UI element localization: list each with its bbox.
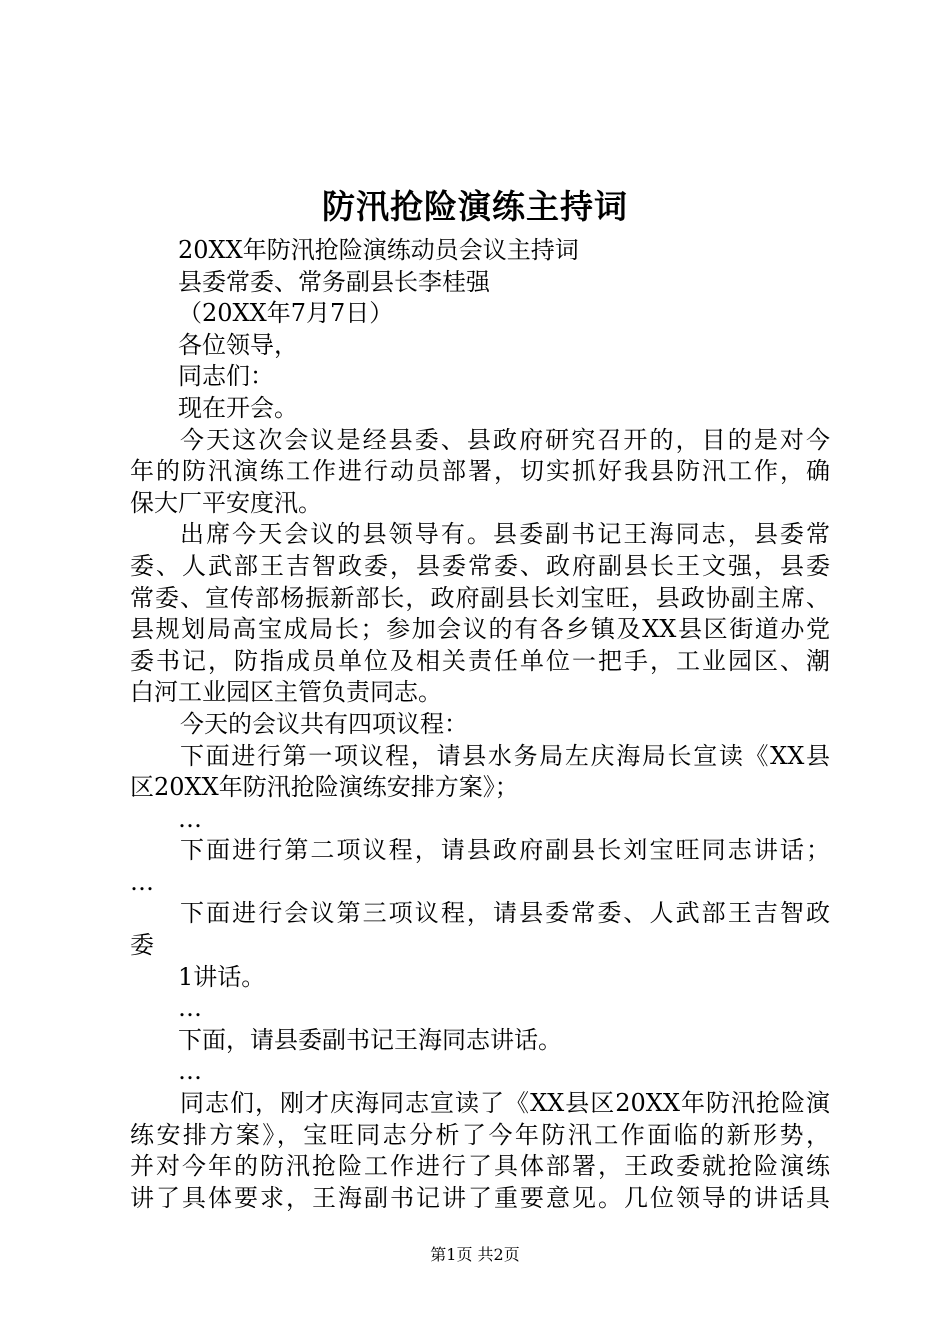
text-line: 下面进行第一项议程，请县水务局左庆海局长宣读《XX县 [180,741,830,770]
text-line: 下面进行会议第三项议程，请县委常委、人武部王吉智政 [180,899,830,928]
text-line: 县规划局高宝成局长；参加会议的有各乡镇及XX县区街道办党 [130,615,830,644]
text-line: 常委、宣传部杨振新部长，政府副县长刘宝旺，县政协副主席、 [130,583,830,612]
text-line: … [178,804,202,833]
text-line: 出席今天会议的县领导有。县委副书记王海同志，县委常 [180,520,830,549]
text-line: 各位领导， [178,330,298,359]
text-line: 并对今年的防汛抢险工作进行了具体部署，王政委就抢险演练 [130,1152,830,1181]
text-line: 下面进行第二项议程，请县政府副县长刘宝旺同志讲话； [180,836,830,865]
text-line: 年的防汛演练工作进行动员部署，切实抓好我县防汛工作，确 [130,457,830,486]
text-line: 现在开会。 [178,393,298,422]
text-line: （20XX年7月7日） [178,299,394,328]
text-line: 县委常委、常务副县长李桂强 [178,267,490,296]
text-line: 同志们： [178,362,274,391]
text-line: 委书记，防指成员单位及相关责任单位一把手，工业园区、潮 [130,646,830,675]
text-line: 1讲话。 [178,962,266,991]
text-line: … [178,1057,202,1086]
text-line: 讲了具体要求，王海副书记讲了重要意见。几位领导的讲话具 [130,1183,830,1212]
document-body [130,235,830,1214]
text-line: 今天的会议共有四项议程： [180,709,468,738]
text-line: … [178,994,202,1023]
text-line: 练安排方案》，宝旺同志分析了今年防汛工作面临的新形势， [130,1120,830,1149]
text-line: 白河工业园区主管负责同志。 [130,678,442,707]
text-line: 保大厂平安度汛。 [130,488,322,517]
text-line: … [130,867,154,896]
text-line: 委、人武部王吉智政委，县委常委、政府副县长王文强，县委 [130,551,830,580]
text-line: 委 [130,931,154,960]
text-line: 区20XX年防汛抢险演练安排方案》； [130,773,519,802]
text-line: 下面，请县委副书记王海同志讲话。 [178,1025,562,1054]
text-line: 今天这次会议是经县委、县政府研究召开的，目的是对今 [180,425,830,454]
text-line: 同志们，刚才庆海同志宣读了《XX县区20XX年防汛抢险演 [180,1089,830,1118]
document-title: 防汛抢险演练主持词 [322,187,628,226]
page-footer: 第1页 共2页 [430,1245,520,1264]
text-line: 20XX年防汛抢险演练动员会议主持词 [178,236,579,264]
